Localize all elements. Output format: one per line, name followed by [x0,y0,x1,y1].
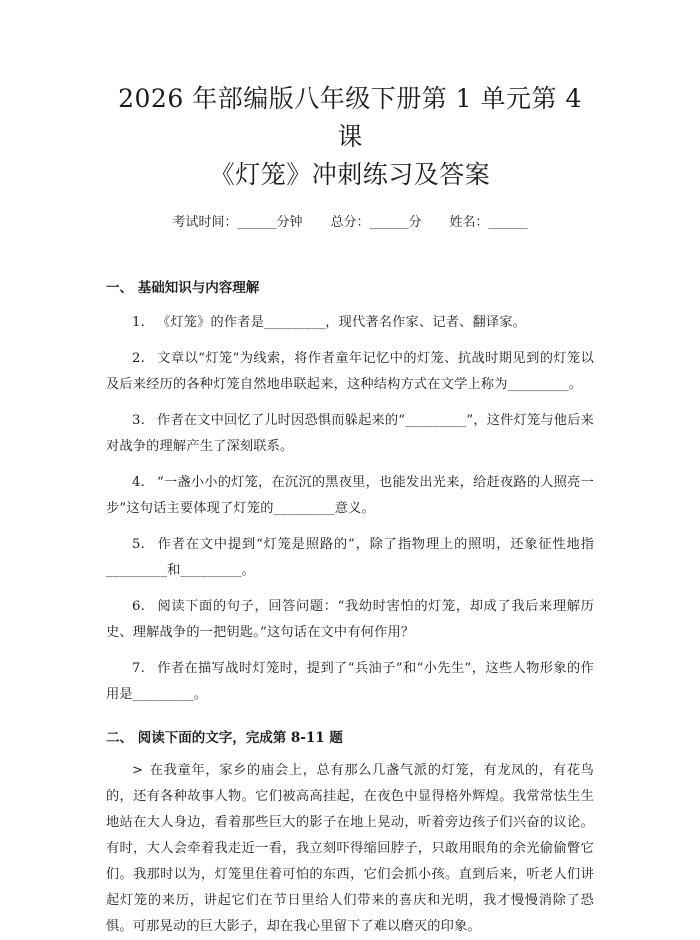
question-text: 阅读下面的句子，回答问题：“我幼时害怕的灯笼，却成了我后来理解历史、理解战争的一把钥匙。”这句话在文中有何作用？ [106,599,594,640]
question-text: “一盏小小的灯笼，在沉沉的黑夜里，也能发出光来，给赶夜路的人照亮一步”这句话主要体现了灯笼的_________意义。 [106,475,594,516]
title-line-1: 2026 年部编版八年级下册第 1 单元第 4 课 [118,84,582,151]
question-number: 1. [132,315,145,330]
exam-time-field: 考试时间：______分钟 [172,215,303,230]
question-5 [106,532,594,584]
question-number: 7. [132,661,145,676]
question-number: 4. [132,475,145,490]
question-7 [106,656,594,708]
question-text: 《灯笼》的作者是_________，现代著名作家、记者、翻译家。 [156,315,527,330]
question-text: 作者在文中提到“灯笼是照路的”，除了指物理上的照明，还象征性地指_________和_________。 [106,537,594,578]
question-text: 文章以“灯笼”为线索，将作者童年记忆中的灯笼、抗战时期见到的灯笼以及后来经历的各种灯笼自然地串联起来，这种结构方式在文学上称为_________。 [106,351,594,392]
question-text: 作者在描写战时灯笼时，提到了“兵油子”和“小先生”，这些人物形象的作用是_________。 [106,661,594,702]
student-name-field: 姓名：______ [449,215,528,230]
exam-info-row [106,214,594,232]
question-number: 5. [132,537,145,552]
question-number: 6. [132,599,145,614]
question-text: 作者在文中回忆了儿时因恐惧而躲起来的“_________”，这件灯笼与他后来对战争的理解产生了深刻联系。 [106,413,594,454]
question-number: 3. [132,413,145,428]
question-6 [106,594,594,646]
title-line-2: 《灯笼》冲刺练习及答案 [209,160,491,189]
question-2 [106,346,594,398]
document-title [106,0,594,194]
reading-passage [106,758,594,940]
question-3 [106,408,594,460]
passage-text: 在我童年，家乡的庙会上，总有那么几盏气派的灯笼，有龙凤的，有花鸟的，还有各种故事人物。它们被高高挂起，在夜色中显得格外辉煌。我常常怯生生地站在大人身边，看着那些巨大的影子在地上晃动，听着旁边孩子们兴奋的议论。有时，大人会牵着我走近一看，我立刻吓得缩回脖子，只敢用眼角的余光偷偷瞥它们。我那时以为，灯笼里住着可怕的东西，它们会抓小孩。直到后来，听老人们讲起灯笼的来历，讲起它们在节日里给人们带来的喜庆和光明，我才慢慢消除了恐惧。可那晃动的巨大影子，却在我心里留下了难以磨灭的印象。 [106,763,594,934]
total-score-field: 总分：______分 [330,215,422,230]
section-2-heading: 二、 阅读下面的文字，完成第 8-11 题 [106,730,343,746]
blockquote-marker: > [132,763,144,778]
question-1 [106,310,594,336]
section-1-heading: 一、 基础知识与内容理解 [106,280,260,296]
question-4 [106,470,594,522]
question-number: 2. [132,351,145,366]
